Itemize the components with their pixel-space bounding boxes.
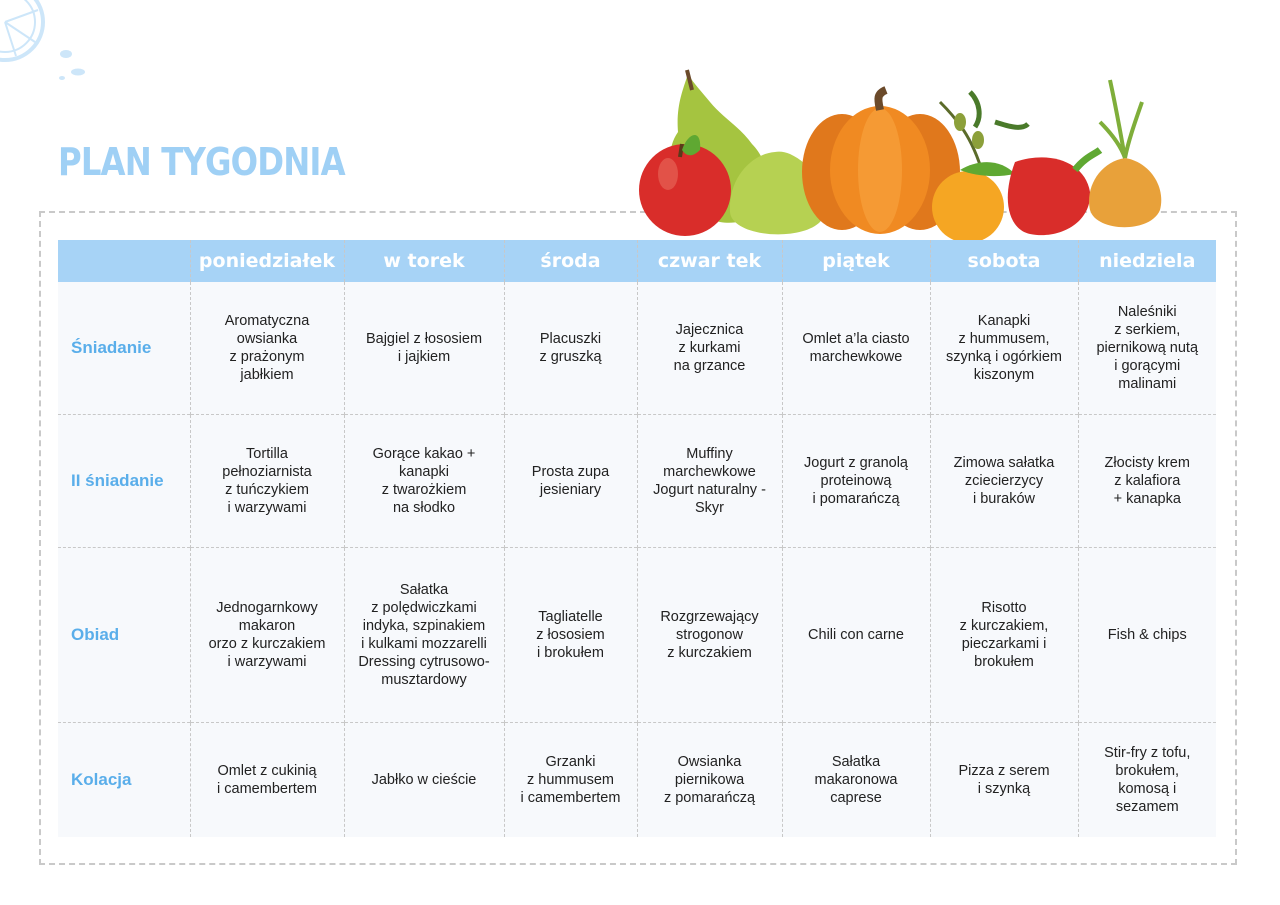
meal-cell: Sałatka z polędwiczkami indyka, szpinakiem i kulkami mozzarelli Dressing cytrusowo- musztardowy (344, 547, 504, 722)
meal-cell: Grzanki z hummusem i camembertem (504, 722, 637, 837)
meal-label: Obiad (58, 547, 190, 722)
day-header-tuesday: w torek (344, 240, 504, 282)
day-header-monday: poniedziałek (190, 240, 344, 282)
meal-cell: Owsianka piernikowa z pomarańczą (637, 722, 782, 837)
meal-cell: Jajecznica z kurkami na grzance (637, 282, 782, 414)
meal-cell: Naleśniki z serkiem, piernikową nutą i gorącymi malinami (1078, 282, 1216, 414)
meal-cell: Muffiny marchewkowe Jogurt naturalny - Skyr (637, 414, 782, 547)
meal-cell: Omlet a’la ciasto marchewkowe (782, 282, 930, 414)
weekly-plan-table (58, 240, 1216, 837)
day-header-thursday: czwar tek (637, 240, 782, 282)
meal-cell: Placuszki z gruszką (504, 282, 637, 414)
meal-cell: Prosta zupa jesieniary (504, 414, 637, 547)
meal-cell: Jednogarnkowy makaron orzo z kurczakiem i warzywami (190, 547, 344, 722)
meal-label: Śniadanie (58, 282, 190, 414)
meal-label: II śniadanie (58, 414, 190, 547)
meal-cell: Fish & chips (1078, 547, 1216, 722)
table-row (58, 414, 1216, 547)
meal-cell: Stir-fry z tofu, brokułem, komosą i sezamem (1078, 722, 1216, 837)
table-row (58, 282, 1216, 414)
meal-cell: Aromatyczna owsianka z prażonym jabłkiem (190, 282, 344, 414)
meal-cell: Gorące kakao + kanapki z twarożkiem na słodko (344, 414, 504, 547)
table-row (58, 722, 1216, 837)
vegetables-illustration (630, 62, 1170, 242)
meal-cell: Jogurt z granolą proteinową i pomarańczą (782, 414, 930, 547)
meal-cell: Zimowa sałatka zciecierzycy i buraków (930, 414, 1078, 547)
meal-cell: Chili con carne (782, 547, 930, 722)
meal-cell: Pizza z serem i szynką (930, 722, 1078, 837)
meal-label: Kolacja (58, 722, 190, 837)
day-header-wednesday: środa (504, 240, 637, 282)
header-corner (58, 240, 190, 282)
meal-cell: Kanapki z hummusem, szynką i ogórkiem kiszonym (930, 282, 1078, 414)
meal-cell: Tagliatelle z łososiem i brokułem (504, 547, 637, 722)
day-header-saturday: sobota (930, 240, 1078, 282)
table-row (58, 547, 1216, 722)
meal-cell: Jabłko w cieście (344, 722, 504, 837)
header-row (58, 240, 1216, 282)
meal-cell: Omlet z cukinią i camembertem (190, 722, 344, 837)
lemon-slice-decoration (0, 0, 100, 100)
meal-cell: Tortilla pełnoziarnista z tuńczykiem i warzywami (190, 414, 344, 547)
day-header-sunday: niedziela (1078, 240, 1216, 282)
day-header-friday: piątek (782, 240, 930, 282)
page-title: PLAN TYGODNIA (58, 140, 345, 184)
meal-cell: Bajgiel z łososiem i jajkiem (344, 282, 504, 414)
meal-cell: Złocisty krem z kalafiora + kanapka (1078, 414, 1216, 547)
meal-cell: Rozgrzewający strogonow z kurczakiem (637, 547, 782, 722)
meal-cell: Risotto z kurczakiem, pieczarkami i brokułem (930, 547, 1078, 722)
meal-cell: Sałatka makaronowa caprese (782, 722, 930, 837)
